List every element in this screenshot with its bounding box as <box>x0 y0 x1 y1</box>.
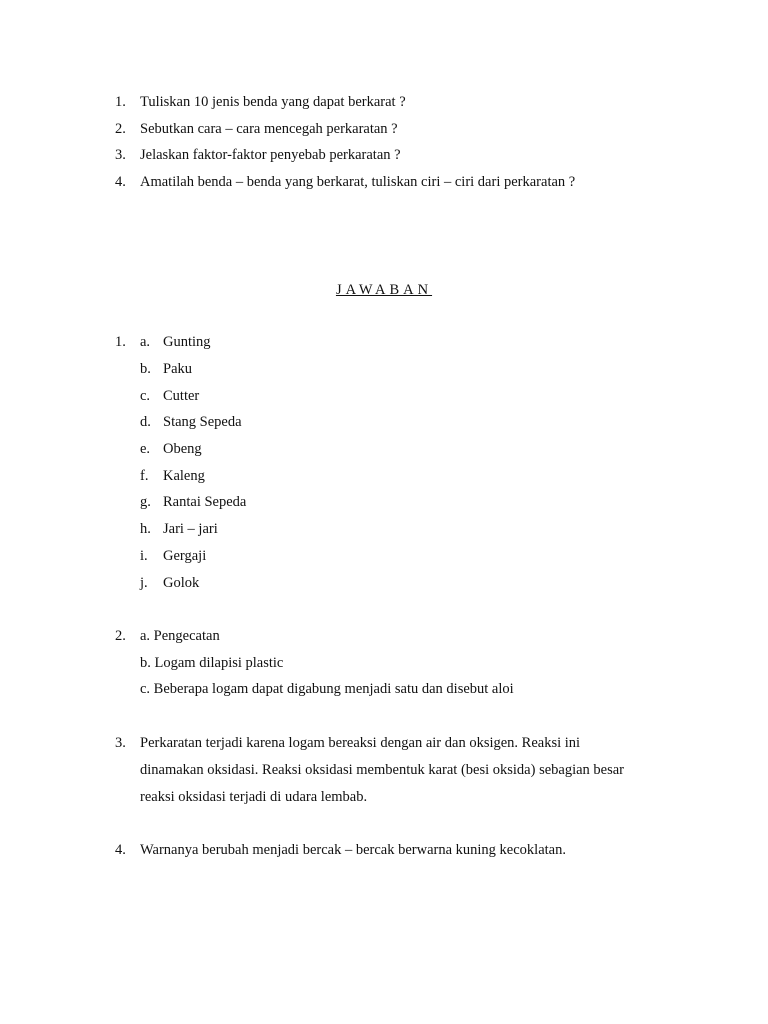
question-text: Tuliskan 10 jenis benda yang dapat berkarat ? <box>140 94 406 110</box>
list-letter: f. <box>140 468 149 484</box>
list-letter: a. <box>140 334 151 350</box>
list-letter: d. <box>140 414 151 430</box>
list-letter: g. <box>140 494 151 510</box>
list-letter: j. <box>140 575 148 591</box>
list-item: Paku <box>163 361 192 377</box>
question-text: Jelaskan faktor-faktor penyebab perkaratan ? <box>140 147 401 163</box>
question-number: 3. <box>115 147 126 163</box>
list-item: Cutter <box>163 388 200 404</box>
answers-heading <box>0 281 768 299</box>
list-item: Rantai Sepeda <box>163 494 247 510</box>
answer-number: 4. <box>115 842 126 858</box>
list-letter: c. <box>140 388 151 404</box>
paragraph-line: Perkaratan terjadi karena logam bereaksi dengan air dan oksigen. Reaksi ini <box>140 735 581 751</box>
list-item: Obeng <box>163 441 202 457</box>
question-number: 4. <box>115 174 126 190</box>
list-item: Kaleng <box>163 468 205 484</box>
list-item: Jari – jari <box>163 521 218 537</box>
paragraph-line: reaksi oksidasi terjadi di udara lembab. <box>140 789 368 805</box>
list-letter: e. <box>140 441 151 457</box>
list-letter: i. <box>140 548 148 564</box>
paragraph-line: dinamakan oksidasi. Reaksi oksidasi membentuk karat (besi oksida) sebagian besar <box>140 762 625 778</box>
question-number: 1. <box>115 94 126 110</box>
list-item: Gergaji <box>163 548 207 564</box>
list-item: b. Logam dilapisi plastic <box>140 655 284 671</box>
list-item: Stang Sepeda <box>163 414 242 430</box>
question-text: Amatilah benda – benda yang berkarat, tuliskan ciri – ciri dari perkaratan ? <box>140 174 576 190</box>
question-text: Sebutkan cara – cara mencegah perkaratan ? <box>140 121 398 137</box>
list-item: c. Beberapa logam dapat digabung menjadi satu dan disebut aloi <box>140 681 514 697</box>
answer-text: Warnanya berubah menjadi bercak – bercak berwarna kuning kecoklatan. <box>140 842 566 858</box>
answer-number: 2. <box>115 628 126 644</box>
answer-number: 1. <box>115 334 126 350</box>
answer-number: 3. <box>115 735 126 751</box>
list-item: Golok <box>163 575 200 591</box>
list-letter: b. <box>140 361 151 377</box>
question-number: 2. <box>115 121 126 137</box>
list-letter: h. <box>140 521 151 537</box>
list-item: Gunting <box>163 334 211 350</box>
answers-heading-text: JAWABAN <box>335 282 433 298</box>
list-item: a. Pengecatan <box>140 628 220 644</box>
